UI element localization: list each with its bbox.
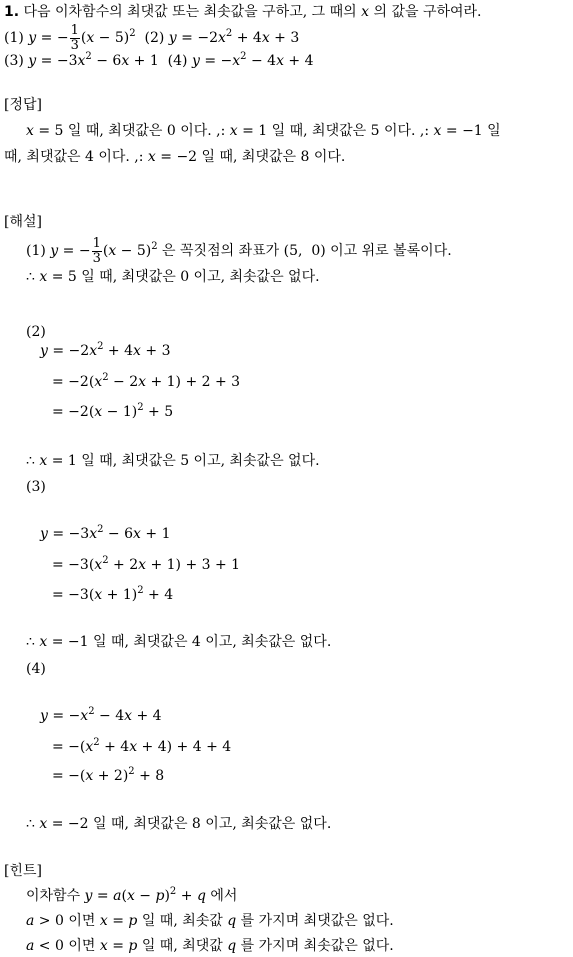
problem-statement xyxy=(4,3,481,21)
solution-part3-label: (3) xyxy=(26,479,46,495)
solution-part2-line-2: = $-2(x^2 - 2x + 1) + 2 + 3$ xyxy=(52,372,241,390)
problem-prompt: 다음 이차함수의 최댓값 또는 최솟값을 구하고, 그 때의 x 의 값을 구하여라. xyxy=(23,4,482,20)
hint-line-1: 이차함수 $y = a(x - p)^2 + q$ 에서 xyxy=(26,886,238,904)
solution-part4-line-1: $y = -x^2 - 4x + 4$ xyxy=(40,706,162,724)
answer-line-2: 때, 최댓값은 4 이다. ,: x = −2 일 때, 최댓값은 8 이다. xyxy=(4,149,346,165)
answer-line-1: x = 5 일 때, 최댓값은 0 이다. ,: x = 1 일 때, 최댓값은 5 이다. ,: x = −1 일 xyxy=(26,123,501,139)
problem-items-row1 xyxy=(4,20,299,56)
problem-items-row2 xyxy=(4,52,314,70)
solution-part4-line-3: = $-(x + 2)^2 + 8$ xyxy=(52,766,165,784)
solution-part2-line-3: = $-2(x - 1)^2 + 5$ xyxy=(52,402,174,420)
solution-part4-label: (4) xyxy=(26,661,46,677)
solution-part3-conclusion: ∴ x = −1 일 때, 최댓값은 4 이고, 최솟값은 없다. xyxy=(26,634,332,650)
solution-part2-line-1: $y = -2x^2 + 4x + 3$ xyxy=(40,341,171,359)
solution-part3-line-3: = $-3(x + 1)^2 + 4$ xyxy=(52,585,174,603)
problem-item-4: (4) $y = -x^2 - 4x + 4$ xyxy=(163,51,314,69)
solution-part4-line-2: = $-(x^2 + 4x + 4) + 4 + 4$ xyxy=(52,737,232,755)
hint-line-2: a > 0 이면 x = p 일 때, 최솟값 q 를 가지며 최댓값은 없다. xyxy=(26,913,394,929)
problem-item-3: (3) $y = -3x^2 - 6x + 1$ xyxy=(4,51,159,69)
solution-part4-conclusion: ∴ x = −2 일 때, 최댓값은 8 이고, 최솟값은 없다. xyxy=(26,816,332,832)
solution-part2-conclusion: ∴ x = 1 일 때, 최댓값은 5 이고, 최솟값은 없다. xyxy=(26,453,320,469)
solution-part3-line-1: $y = -3x^2 - 6x + 1$ xyxy=(40,524,171,542)
solution-header: [해설] xyxy=(4,214,42,230)
hint-line-3: a < 0 이면 x = p 일 때, 최댓값 q 를 가지며 최솟값은 없다. xyxy=(26,938,394,954)
problem-item-2: (2) $y = -2x^2 + 4x + 3$ xyxy=(140,28,300,46)
solution-part2-label: (2) xyxy=(26,324,46,340)
solution-part1-intro: (1) y = − $\frac{1}{3}$ $(x - 5)^2$ 은 꼭짓점의 좌표가 (5, 0) 이고 위로 볼록이다. xyxy=(26,235,452,266)
answer-header: [정답] xyxy=(4,97,42,113)
problem-item-1: (1) y = − $\frac{1}{3}$ $(x - 5)^2$ xyxy=(4,22,136,53)
problem-number: 1. xyxy=(4,4,20,20)
solution-part1-conclusion: ∴ x = 5 일 때, 최댓값은 0 이고, 최솟값은 없다. xyxy=(26,269,320,285)
solution-part3-line-2: = $-3(x^2 + 2x + 1) + 3 + 1$ xyxy=(52,555,241,573)
hint-header: [힌트] xyxy=(4,863,42,879)
